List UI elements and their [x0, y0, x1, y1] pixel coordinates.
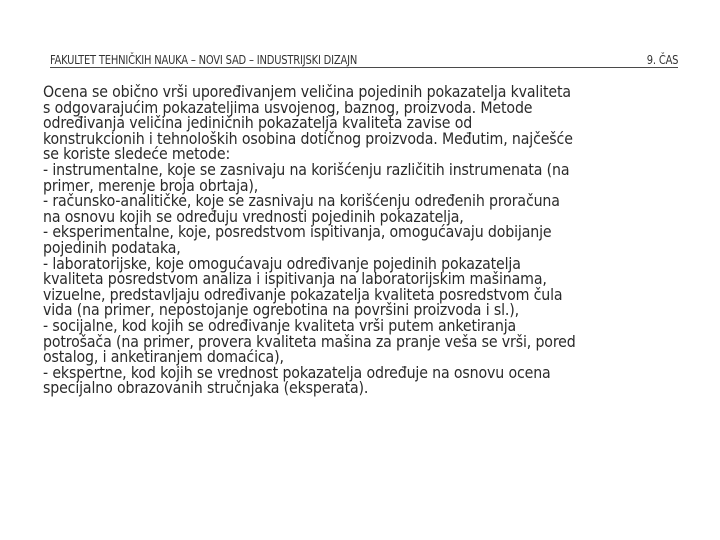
body-line: vizuelne, predstavljaju određivanje pokazatelja kvaliteta posredstvom čula — [43, 284, 563, 304]
body-line: Ocena se obično vrši upoređivanjem veličina pojedinih pokazatelja kvaliteta — [43, 82, 571, 101]
body-line: pojedinih podataka, — [43, 237, 181, 257]
body-line: određivanja veličina jediničnih pokazatelja kvaliteta zavise od — [43, 113, 473, 133]
body-line: potrošača (na primer, provera kvaliteta mašina za pranje veša se vrši, pored — [43, 331, 576, 351]
body-line: vida (na primer, nepostojanje ogrebotina na površini proizvoda i sl.), — [43, 300, 519, 320]
body-line: konstrukcionih i tehnoloških osobina dotičnog proizvoda. Međutim, najčešće — [43, 128, 573, 148]
body-line: kvaliteta posredstvom analiza i ispitivanja na laboratorijskim mašinama, — [43, 269, 547, 289]
body-line: - računsko-analitičke, koje se zasnivaju na korišćenju određenih proračuna — [43, 191, 560, 211]
body-line: ostalog, i anketiranjem domaćica), — [43, 347, 284, 367]
body-line: - laboratorijske, koje omogućavaju određivanje pojedinih pokazatelja — [43, 253, 521, 273]
header-lecture-number: 9. ČAS — [646, 53, 678, 67]
body-line: - eksperimentalne, koje, posredstvom ispitivanja, omogućavaju dobijanje — [43, 222, 552, 242]
body-line: primer, merenje broja obrtaja), — [43, 175, 259, 195]
body-line: na osnovu kojih se određuju vrednosti pojedinih pokazatelja, — [43, 206, 464, 226]
body-line: - instrumentalne, koje se zasnivaju na korišćenju različitih instrumenata (na — [43, 159, 570, 179]
slide-header — [50, 47, 678, 68]
body-line: - ekspertne, kod kojih se vrednost pokazatelja određuje na osnovu ocena — [43, 362, 551, 382]
body-line: se koriste sledeće metode: — [43, 144, 231, 164]
body-line: s odgovarajućim pokazateljima usvojenog, baznog, proizvoda. Metode — [43, 97, 533, 117]
body-line: specijalno obrazovanih stručnjaka (eksperata). — [43, 378, 369, 398]
body-line: - socijalne, kod kojih se određivanje kvaliteta vrši putem anketiranja — [43, 315, 517, 335]
slide-body — [43, 84, 683, 396]
header-course-title: FAKULTET TEHNIČKIH NAUKA – NOVI SAD – INDUSTRIJSKI DIZAJN — [50, 53, 358, 67]
